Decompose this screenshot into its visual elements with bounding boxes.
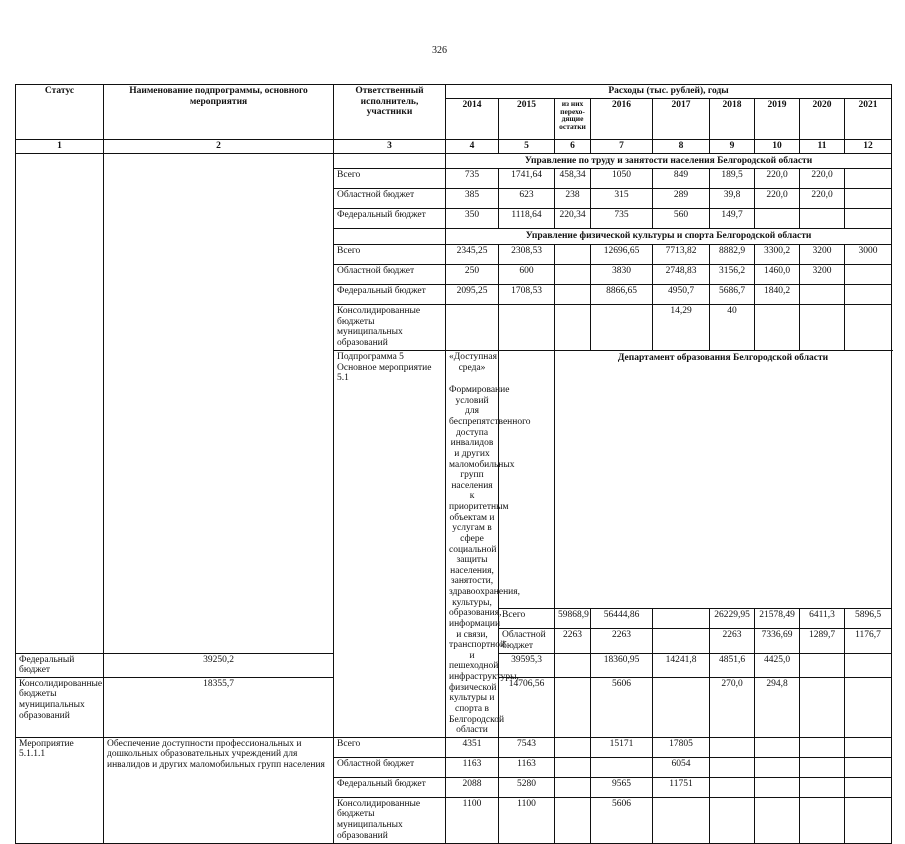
cell-2014: 2088 xyxy=(446,777,499,797)
cell-2021 xyxy=(845,304,892,350)
cell-carryover xyxy=(555,244,591,264)
header-year-2017: 2017 xyxy=(653,98,710,139)
cell-carryover xyxy=(555,797,591,843)
cell-2019: 3300,2 xyxy=(755,244,800,264)
cell-2016: 18360,95 xyxy=(591,653,653,677)
cell-2019: 220,0 xyxy=(755,189,800,209)
dept-spacer xyxy=(334,153,446,169)
header-year-2014: 2014 xyxy=(446,98,499,139)
cell-2019 xyxy=(755,304,800,350)
cell-2014: 350 xyxy=(446,209,499,229)
cell-2016: 1050 xyxy=(591,169,653,189)
dept-spacer xyxy=(334,229,446,245)
cell-2014: 2263 xyxy=(555,629,591,653)
cell-2020 xyxy=(800,757,845,777)
cell-2014: 4351 xyxy=(446,737,499,757)
status-measure-5111: Мероприятие 5.1.1.1 xyxy=(16,737,104,843)
cell-2015: 1163 xyxy=(499,757,555,777)
cell-2021 xyxy=(845,209,892,229)
name-cell-empty xyxy=(104,153,334,653)
cell-2021 xyxy=(845,653,892,677)
cell-carryover xyxy=(555,777,591,797)
header-year-2016: 2016 xyxy=(591,98,653,139)
cell-2018: 40 xyxy=(710,304,755,350)
cat-regional: Областной бюджет xyxy=(334,757,446,777)
cat-municipal: Консолидированные бюджеты муниципальных образований xyxy=(16,677,104,737)
cell-2017: 6054 xyxy=(653,757,710,777)
status-cell-empty xyxy=(16,153,104,653)
cat-municipal: Консолидированные бюджеты муниципальных образований xyxy=(334,797,446,843)
row-m-total xyxy=(16,737,892,757)
cell-2020 xyxy=(800,304,845,350)
header-year-2019: 2019 xyxy=(755,98,800,139)
cell-2019 xyxy=(755,209,800,229)
cell-2019 xyxy=(755,757,800,777)
cell-2015: 14706,56 xyxy=(499,677,555,737)
cell-2020 xyxy=(800,653,845,677)
cat-total: Всего xyxy=(334,244,446,264)
cell-2017: 849 xyxy=(653,169,710,189)
cat-total: Всего xyxy=(499,609,555,629)
cell-2016: 8866,65 xyxy=(591,284,653,304)
cell-2019: 1840,2 xyxy=(755,284,800,304)
page-number: 326 xyxy=(432,45,447,56)
cell-carryover xyxy=(555,264,591,284)
cell-2018: 1289,7 xyxy=(800,629,845,653)
cell-2015: 2263 xyxy=(591,629,653,653)
cell-2021 xyxy=(845,757,892,777)
cell-2019 xyxy=(755,737,800,757)
cell-2014: 385 xyxy=(446,189,499,209)
cell-2021 xyxy=(845,677,892,737)
cell-carryover: 220,34 xyxy=(555,209,591,229)
dept-row-labor xyxy=(16,153,892,169)
cell-2021 xyxy=(845,264,892,284)
cell-2021: 3000 xyxy=(845,244,892,264)
cat-regional: Областной бюджет xyxy=(334,189,446,209)
subprogram-title: «Доступная среда» xyxy=(449,351,497,373)
cell-2016: 26229,95 xyxy=(710,609,755,629)
cell-2018: 5686,7 xyxy=(710,284,755,304)
cell-carryover xyxy=(653,629,710,653)
cell-2018: 270,0 xyxy=(710,677,755,737)
cell-2018: 3156,2 xyxy=(710,264,755,284)
cell-2019 xyxy=(755,797,800,843)
cell-2021 xyxy=(845,797,892,843)
cell-2016 xyxy=(591,757,653,777)
cell-2017: 289 xyxy=(653,189,710,209)
cell-2019: 4425,0 xyxy=(755,653,800,677)
cell-2015 xyxy=(499,304,555,350)
cell-2015: 1100 xyxy=(499,797,555,843)
cell-2014: 39250,2 xyxy=(104,653,334,677)
cell-2021 xyxy=(845,284,892,304)
cell-2015: 39595,3 xyxy=(499,653,555,677)
cat-federal: Федеральный бюджет xyxy=(334,777,446,797)
cell-carryover: 238 xyxy=(555,189,591,209)
cell-2016: 3830 xyxy=(591,264,653,284)
cell-2015: 7543 xyxy=(499,737,555,757)
cell-2016 xyxy=(591,304,653,350)
cell-2017: 2748,83 xyxy=(653,264,710,284)
header-year-2018: 2018 xyxy=(710,98,755,139)
header-executor: Ответственный исполнитель, участники xyxy=(334,85,446,140)
column-numbers-row xyxy=(16,139,892,153)
cell-2014: 1100 xyxy=(446,797,499,843)
cat-municipal: Консолидированные бюджеты муниципальных образований xyxy=(334,304,446,350)
cell-carryover xyxy=(555,304,591,350)
cell-2019 xyxy=(755,777,800,797)
cell-2014: 2095,25 xyxy=(446,284,499,304)
cat-regional: Областной бюджет xyxy=(334,264,446,284)
cell-2021 xyxy=(845,737,892,757)
col-num: 12 xyxy=(845,139,892,153)
col-num: 8 xyxy=(653,139,710,153)
cell-2017: 17805 xyxy=(653,737,710,757)
cell-carryover xyxy=(653,609,710,629)
cell-carryover xyxy=(555,757,591,777)
cell-2016: 12696,65 xyxy=(591,244,653,264)
cell-2016: 9565 xyxy=(591,777,653,797)
cell-2017: 7336,69 xyxy=(755,629,800,653)
cell-2014: 250 xyxy=(446,264,499,284)
cell-2020 xyxy=(800,737,845,757)
cell-2019: 220,0 xyxy=(755,169,800,189)
cell-2020: 3200 xyxy=(800,244,845,264)
cell-2018 xyxy=(710,737,755,757)
cat-federal: Федеральный бюджет xyxy=(334,284,446,304)
header-expenses: Расходы (тыс. рублей), годы xyxy=(446,85,892,99)
cell-2020 xyxy=(800,284,845,304)
cell-2014: 735 xyxy=(446,169,499,189)
cell-2019: 1460,0 xyxy=(755,264,800,284)
cell-2017 xyxy=(653,677,710,737)
cell-2019: 294,8 xyxy=(755,677,800,737)
col-num: 6 xyxy=(555,139,591,153)
cell-2018: 6411,3 xyxy=(800,609,845,629)
cell-2018: 4851,6 xyxy=(710,653,755,677)
cell-2015: 623 xyxy=(499,189,555,209)
header-carryover: из них перехо- дящие остатки xyxy=(555,98,591,139)
cell-2015: 56444,86 xyxy=(591,609,653,629)
col-num: 10 xyxy=(755,139,800,153)
cat-total: Всего xyxy=(334,737,446,757)
cell-2020: 3200 xyxy=(800,264,845,284)
col-num: 5 xyxy=(499,139,555,153)
cell-2018 xyxy=(710,797,755,843)
cell-2016: 5606 xyxy=(591,677,653,737)
cell-2020 xyxy=(800,797,845,843)
cell-2021 xyxy=(845,777,892,797)
cat-federal: Федеральный бюджет xyxy=(334,209,446,229)
cell-2020: 220,0 xyxy=(800,189,845,209)
expenses-table xyxy=(15,84,892,844)
col-num: 3 xyxy=(334,139,446,153)
cell-2016: 315 xyxy=(591,189,653,209)
cell-2016: 2263 xyxy=(710,629,755,653)
cell-2017: 560 xyxy=(653,209,710,229)
cell-2018: 8882,9 xyxy=(710,244,755,264)
cell-2015: 2308,53 xyxy=(499,244,555,264)
dept-edu: Департамент образования Белгородской области xyxy=(555,350,892,608)
cell-2017: 14,29 xyxy=(653,304,710,350)
header-year-2021: 2021 xyxy=(845,98,892,139)
subprogram-desc: Формирование условий для беспрепятственного доступа инвалидов и других маломобильных групп населения к приоритетным объектам и услугам в сфере социальной защиты населения, занятости, здравоохранения, культуры, образования, информации и связи, транспортной и пешеходной инфраструктуры, физической культуры и спорта в Белгородской области xyxy=(449,385,531,736)
cell-carryover xyxy=(555,284,591,304)
cell-2018 xyxy=(710,757,755,777)
cell-2019: 5896,5 xyxy=(845,609,892,629)
cell-2020 xyxy=(800,777,845,797)
cell-2017: 4950,7 xyxy=(653,284,710,304)
cell-2020 xyxy=(800,677,845,737)
cell-carryover: 458,34 xyxy=(555,169,591,189)
cell-2020: 220,0 xyxy=(800,169,845,189)
cell-2015: 600 xyxy=(499,264,555,284)
cell-2018 xyxy=(710,777,755,797)
cell-2018: 189,5 xyxy=(710,169,755,189)
cell-2021 xyxy=(845,189,892,209)
col-num: 7 xyxy=(591,139,653,153)
col-num: 11 xyxy=(800,139,845,153)
header-name: Наименование подпрограммы, основного мероприятия xyxy=(104,85,334,140)
cell-carryover xyxy=(555,737,591,757)
header-year-2015: 2015 xyxy=(499,98,555,139)
name-measure-5111: Обеспечение доступности профессиональных и дошкольных образовательных учреждений для инвалидов и других маломобильных групп населения xyxy=(104,737,334,843)
cell-2017: 11751 xyxy=(653,777,710,797)
cat-total: Всего xyxy=(334,169,446,189)
cell-2021 xyxy=(845,169,892,189)
col-num: 9 xyxy=(710,139,755,153)
cell-2017: 21578,49 xyxy=(755,609,800,629)
cell-2015: 1741,64 xyxy=(499,169,555,189)
dept-sport: Управление физической культуры и спорта Белгородской области xyxy=(446,229,892,245)
cell-2018: 39,8 xyxy=(710,189,755,209)
col-num: 2 xyxy=(104,139,334,153)
col-num: 4 xyxy=(446,139,499,153)
cell-2015: 1118,64 xyxy=(499,209,555,229)
cell-carryover xyxy=(555,653,591,677)
cell-2014: 59868,9 xyxy=(555,609,591,629)
status-subprogram-5: Подпрограмма 5 Основное мероприятие 5.1 xyxy=(334,350,446,737)
cell-2015: 5280 xyxy=(499,777,555,797)
dept-labor: Управление по труду и занятости населения Белгородской области xyxy=(446,153,892,169)
header-status: Статус xyxy=(16,85,104,140)
cell-2018: 149,7 xyxy=(710,209,755,229)
cell-2014 xyxy=(446,304,499,350)
cell-2017: 7713,82 xyxy=(653,244,710,264)
col-num: 1 xyxy=(16,139,104,153)
cell-2017 xyxy=(653,797,710,843)
cell-2017: 14241,8 xyxy=(653,653,710,677)
cell-carryover xyxy=(555,677,591,737)
cell-2014: 2345,25 xyxy=(446,244,499,264)
cell-2019: 1176,7 xyxy=(845,629,892,653)
cell-2016: 15171 xyxy=(591,737,653,757)
cell-2014: 18355,7 xyxy=(104,677,334,737)
cell-2016: 5606 xyxy=(591,797,653,843)
cell-2015: 1708,53 xyxy=(499,284,555,304)
cell-2016: 735 xyxy=(591,209,653,229)
cat-regional: Областной бюджет xyxy=(499,629,555,653)
cell-2020 xyxy=(800,209,845,229)
cat-federal: Федеральный бюджет xyxy=(16,653,104,677)
header-year-2020: 2020 xyxy=(800,98,845,139)
cell-2014: 1163 xyxy=(446,757,499,777)
header-row xyxy=(16,85,892,99)
